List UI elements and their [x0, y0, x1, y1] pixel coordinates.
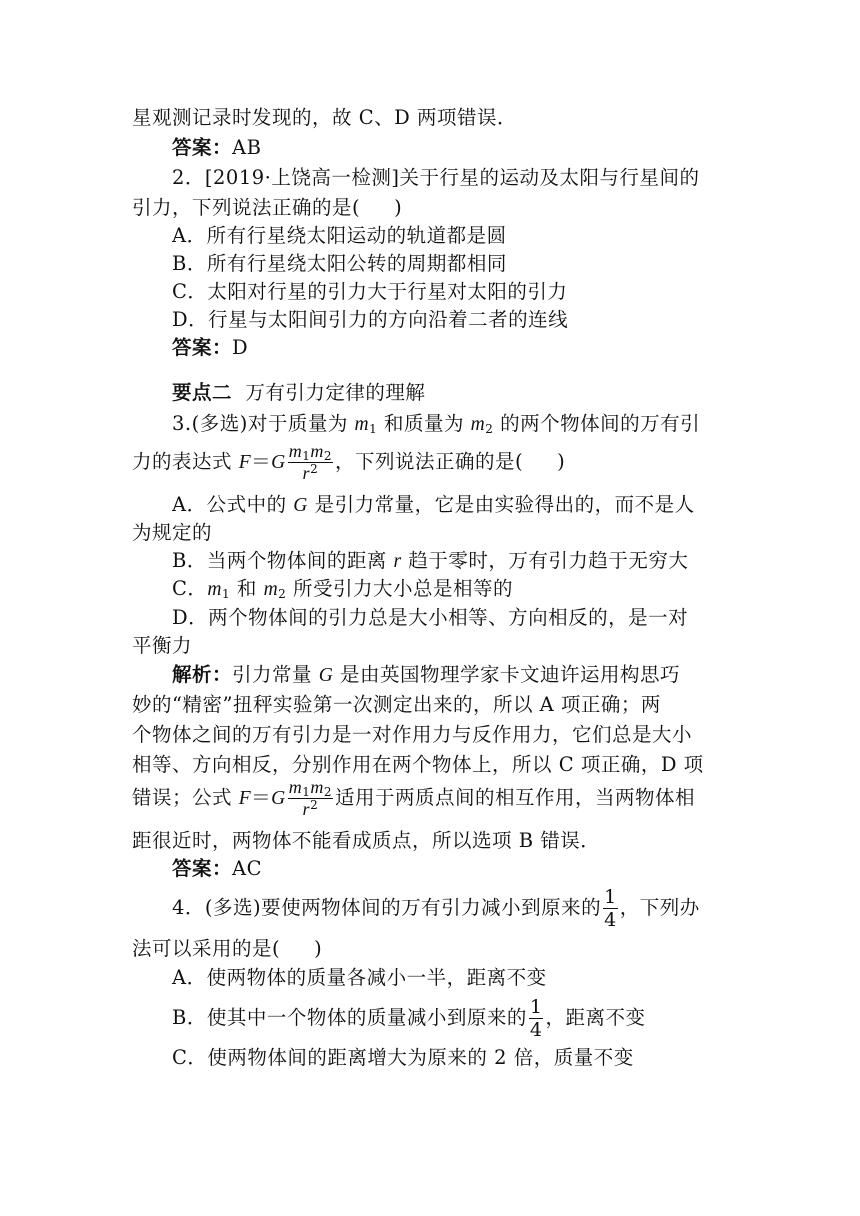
question-2-option-d: D．行星与太阳间引力的方向沿着二者的连线 [172, 308, 569, 331]
question-2-line-1: 2．[2019·上饶高一检测]关于行星的运动及太阳与行星间的 [172, 166, 700, 189]
question-4-option-a: A．使两物体的质量各减小一半，距离不变 [172, 966, 547, 989]
explanation-line-2: 妙的“精密”扭秤实验第一次测定出来的，所以 A 项正确；两 [132, 693, 661, 716]
question-2-option-a: A．所有行星绕太阳运动的轨道都是圆 [172, 224, 507, 247]
question-4-line-2: 法可以采用的是( ) [132, 937, 323, 960]
explanation-line-4: 相等、方向相反，分别作用在两个物体上，所以 C 项正确，D 项 [132, 753, 704, 776]
question-4-option-b: B．使其中一个物体的质量减小到原来的 $\frac{1}{4}$ ，距离不变 [172, 996, 646, 1041]
answer-1: 答案：AB [172, 136, 262, 159]
answer-3: 答案：AC [172, 857, 263, 880]
question-3-option-b: B．当两个物体间的距离 r 趋于零时，万有引力趋于无穷大 [172, 549, 689, 572]
question-4-option-c: C．使两物体间的距离增大为原来的 2 倍，质量不变 [172, 1046, 634, 1069]
question-2-option-b: B．所有行星绕太阳公转的周期都相同 [172, 252, 507, 275]
option-b-quarter-fraction: $\frac{1}{4}$ [529, 996, 543, 1041]
explanation-line-3: 个物体之间的万有引力是一对作用力与反作用力，它们总是大小 [132, 723, 693, 746]
question-4-line-1: 4．(多选)要使两物体间的万有引力减小到原来的 $\frac{1}{4}$ ，下列办 [172, 886, 700, 931]
question-2-option-c: C．太阳对行星的引力大于行星对太阳的引力 [172, 280, 568, 303]
question-3-option-c: C．$m_1$ 和 $m_2$ 所受引力大小总是相等的 [172, 577, 513, 601]
explanation-line-5: 错误；公式 F＝G $\frac{m_1m_2}{r^2}$ 适用于两质点间的相互作用，当两物体相 [132, 777, 696, 819]
explanation-line-6: 距很近时，两物体不能看成质点，所以选项 B 错误． [132, 829, 601, 852]
question-3-option-d-line-2: 平衡力 [132, 634, 193, 657]
explanation-formula-fraction: $\frac{m_1m_2}{r^2}$ [288, 777, 333, 819]
answer-2: 答案：D [172, 336, 249, 359]
one-quarter-fraction: $\frac{1}{4}$ [604, 886, 617, 931]
continuation-line: 星观测记录时发现的，故 C、D 两项错误． [132, 106, 517, 129]
question-3-line-1: 3.(多选)对于质量为 $m_1$ 和质量为 $m_2$ 的两个物体间的万有引 [172, 412, 701, 436]
question-3-line-2: 力的表达式 F＝G $\frac{m_1m_2}{r^2}$ ，下列说法正确的是( ) [132, 441, 566, 483]
question-3-option-d-line-1: D．两个物体间的引力总是大小相等、方向相反的，是一对 [172, 606, 689, 629]
explanation-line-1: 解析：引力常量 G 是由英国物理学家卡文迪许运用构思巧 [172, 663, 681, 686]
question-2-line-2: 引力，下列说法正确的是( ) [132, 196, 403, 219]
question-3-option-a-line-1: A．公式中的 G 是引力常量，它是由实验得出的，而不是人 [172, 493, 695, 516]
question-3-option-a-line-2: 为规定的 [132, 521, 213, 544]
section-heading: 要点二 万有引力定律的理解 [172, 381, 426, 404]
gravity-formula-fraction: $\frac{m_1m_2}{r^2}$ [288, 441, 333, 483]
